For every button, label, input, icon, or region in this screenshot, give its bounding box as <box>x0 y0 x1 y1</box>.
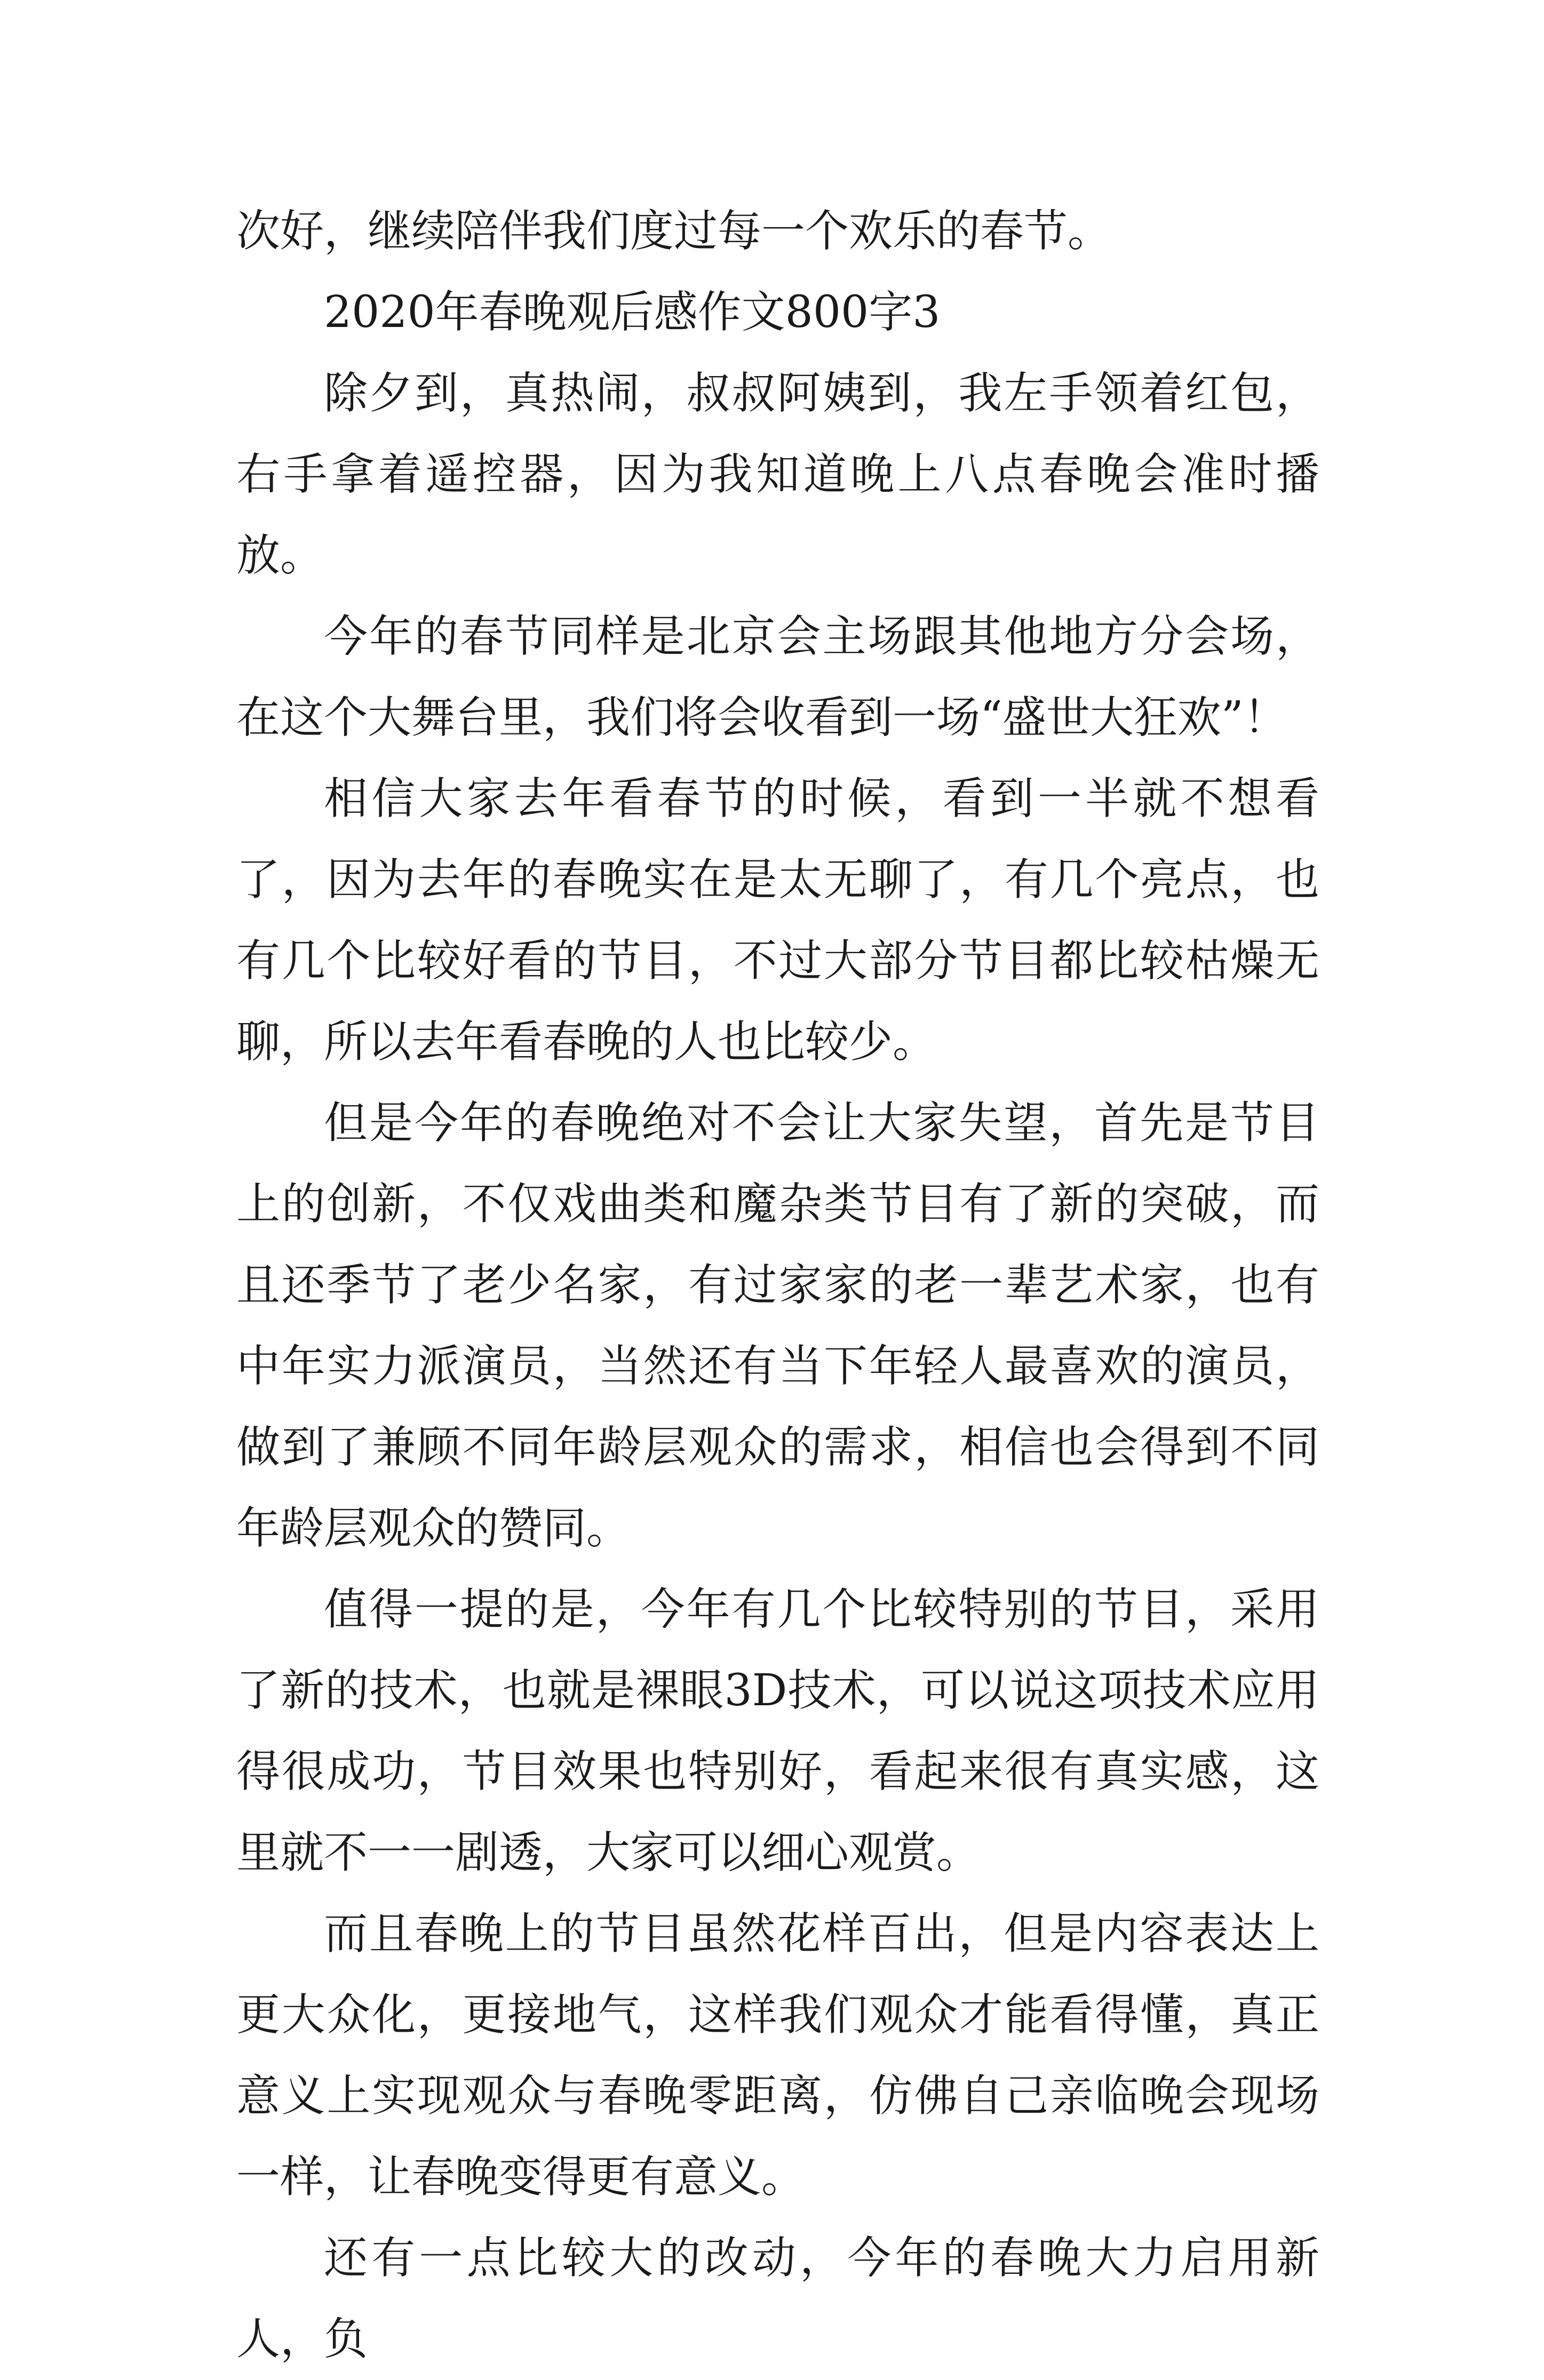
paragraph: 除夕到，真热闹，叔叔阿姨到，我左手领着红包，右手拿着遥控器，因为我知道晚上八点春晚会准时播放。 <box>236 368 1319 581</box>
paragraph: 而且春晚上的节目虽然花样百出，但是内容表达上更大众化，更接地气，这样我们观众才能看得懂，真正意义上实现观众与春晚零距离，仿佛自己亲临晚会现场一样，让春晚变得更有意义。 <box>236 1908 1319 2202</box>
paragraph: 今年的春节同样是北京会主场跟其他地方分会场，在这个大舞台里，我们将会收看到一场“盛世大狂欢”！ <box>236 611 1319 743</box>
essay-heading: 2020年春晚观后感作文800字3 <box>324 287 941 338</box>
paragraph: 但是今年的春晚绝对不会让大家失望，首先是节目上的创新，不仅戏曲类和魔杂类节目有了新的突破，而且还季节了老少名家，有过家家的老一辈艺术家，也有中年实力派演员，当然还有当下年轻人最喜欢的演员，做到了兼顾不同年龄层观众的需求，相信也会得到不同年龄层观众的赞同。 <box>236 1098 1319 1554</box>
article-body <box>236 191 1319 2380</box>
paragraph: 相信大家去年看春节的时候，看到一半就不想看了，因为去年的春晚实在是太无聊了，有几个亮点，也有几个比较好看的节目，不过大部分节目都比较枯燥无聊，所以去年看春晚的人也比较少。 <box>236 773 1319 1067</box>
paragraph-continuation: 次好，继续陪伴我们度过每一个欢乐的春节。 <box>236 206 1112 257</box>
paragraph-truncated: 还有一点比较大的改动，今年的春晚大力启用新人，负 <box>236 2233 1319 2365</box>
paragraph: 值得一提的是，今年有几个比较特别的节目，采用了新的技术，也就是裸眼3D技术，可以说这项技术应用得很成功，节目效果也特别好，看起来很有真实感，这里就不一一剧透，大家可以细心观赏。 <box>236 1584 1319 1878</box>
